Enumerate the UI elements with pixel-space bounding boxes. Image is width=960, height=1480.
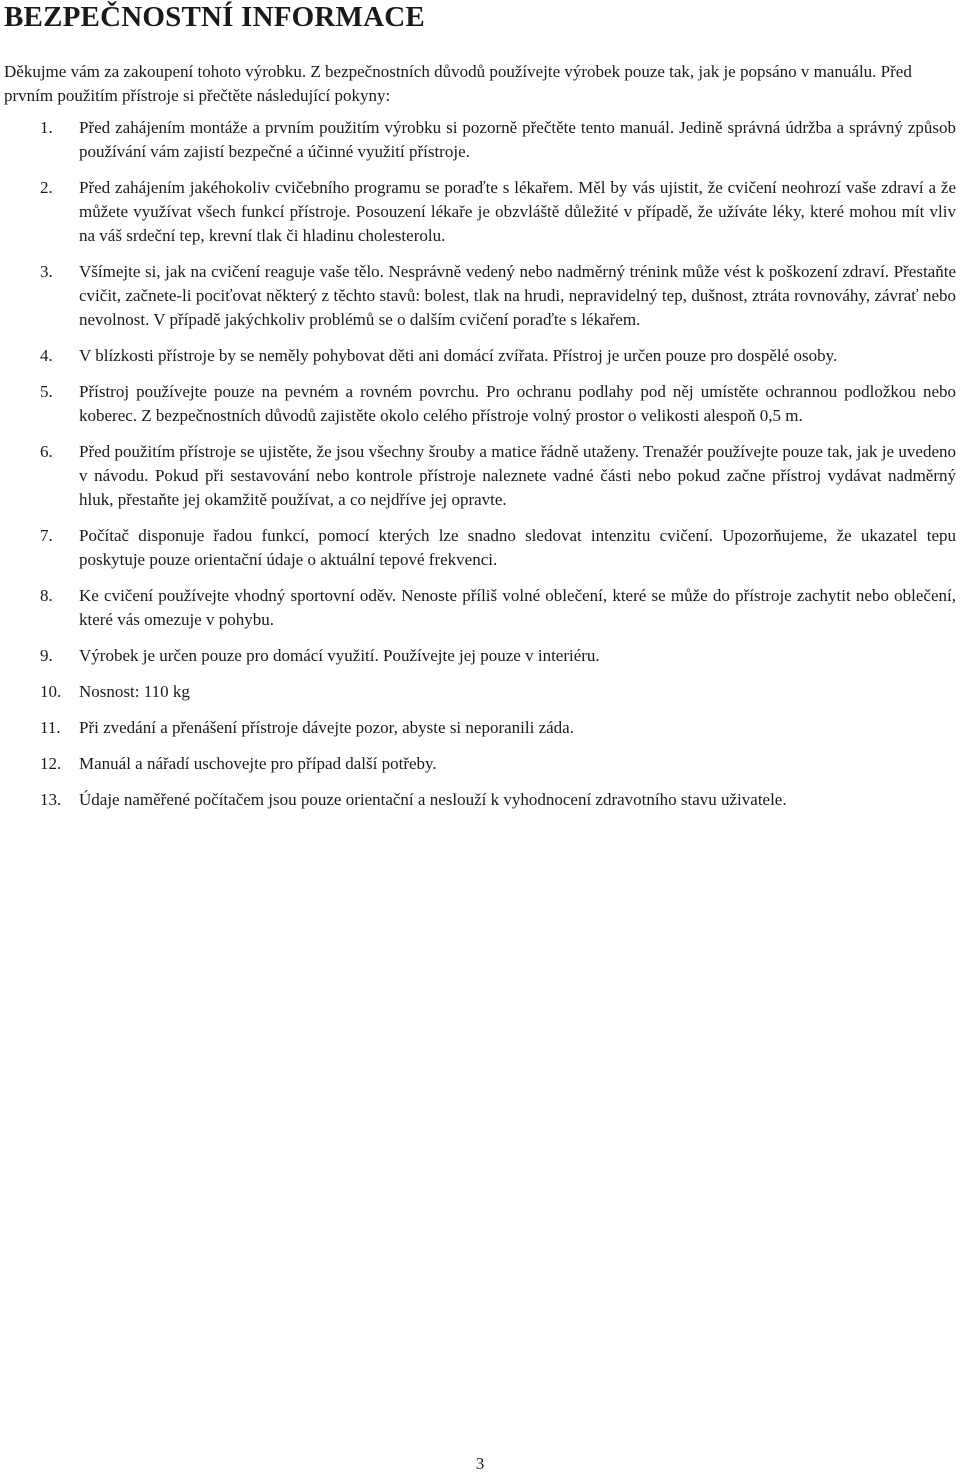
item-text: Údaje naměřené počítačem jsou pouze orientační a neslouží k vyhodnocení zdravotního stavu uživatele. <box>79 790 787 809</box>
page-title: BEZPEČNOSTNÍ INFORMACE <box>4 1 425 33</box>
item-number: 3. <box>40 262 53 281</box>
item-number: 8. <box>40 586 53 605</box>
list-item <box>0 524 960 572</box>
item-text: Před zahájením montáže a prvním použitím výrobku si pozorně přečtěte tento manuál. Jedině správná údržba a správný způsob používání vám zajistí bezpečné a účinné využití přístroje. <box>79 118 956 161</box>
list-item <box>0 260 960 332</box>
item-text: Výrobek je určen pouze pro domácí využití. Používejte jej pouze v interiéru. <box>79 646 600 665</box>
intro-paragraph: Děkujme vám za zakoupení tohoto výrobku. Z bezpečnostních důvodů používejte výrobek pouze tak, jak je popsáno v manuálu. Před prvním použitím přístroje si přečtěte následující pokyny: <box>4 62 912 105</box>
item-number: 4. <box>40 346 53 365</box>
item-number: 11. <box>40 718 61 737</box>
item-number: 13. <box>40 790 62 809</box>
list-item <box>0 380 960 428</box>
list-item <box>0 344 960 368</box>
item-text: Před zahájením jakéhokoliv cvičebního programu se poraďte s lékařem. Měl by vás ujistit, že cvičení neohrozí vaše zdraví a že můžete využívat všech funkcí přístroje. Posouzení lékaře je obzvláště důležité v případě, že užíváte léky, které mohou mít vliv na váš srdeční tep, krevní tlak či hladinu cholesterolu. <box>79 178 956 245</box>
item-text: Přístroj používejte pouze na pevném a rovném povrchu. Pro ochranu podlahy pod něj umístěte ochrannou podložkou nebo koberec. Z bezpečnostních důvodů zajistěte okolo celého přístroje volný prostor o velikosti alespoň 0,5 m. <box>79 382 956 425</box>
list-item <box>0 116 960 164</box>
list-item <box>0 716 960 740</box>
item-number: 7. <box>40 526 53 545</box>
item-text: Ke cvičení používejte vhodný sportovní oděv. Nenoste příliš volné oblečení, které se může do přístroje zachytit nebo oblečení, které vás omezuje v pohybu. <box>79 586 956 629</box>
item-number: 12. <box>40 754 62 773</box>
item-number: 9. <box>40 646 53 665</box>
page-number: 3 <box>475 1454 485 1473</box>
list-item <box>0 440 960 512</box>
item-text: Všímejte si, jak na cvičení reaguje vaše tělo. Nesprávně vedený nebo nadměrný trénink může vést k poškození zdraví. Přestaňte cvičit, začnete-li pociťovat některý z těchto stavů: bolest, tlak na hrudi, nepravidelný tep, dušnost, ztráta rovnováhy, závrať nebo nevolnost. V případě jakýchkoliv problémů se o dalším cvičení poraďte s lékařem. <box>79 262 956 329</box>
list-item <box>0 584 960 632</box>
item-number: 10. <box>40 682 62 701</box>
item-number: 2. <box>40 178 53 197</box>
item-text: Před použitím přístroje se ujistěte, že jsou všechny šrouby a matice řádně utaženy. Trenažér používejte pouze tak, jak je uvedeno v návodu. Pokud při sestavování nebo kontrole přístroje naleznete vadné části nebo pokud začne přístroj vydávat nadměrný hluk, přestaňte jej okamžitě používat, a co nejdříve jej opravte. <box>79 442 956 509</box>
list-item <box>0 788 960 812</box>
list-item <box>0 752 960 776</box>
item-text: V blízkosti přístroje by se neměly pohybovat děti ani domácí zvířata. Přístroj je určen pouze pro dospělé osoby. <box>79 346 838 365</box>
item-text: Manuál a nářadí uschovejte pro případ další potřeby. <box>79 754 437 773</box>
item-text: Nosnost: 110 kg <box>79 682 190 701</box>
item-number: 6. <box>40 442 53 461</box>
item-text: Při zvedání a přenášení přístroje dávejte pozor, abyste si neporanili záda. <box>79 718 574 737</box>
list-item <box>0 680 960 704</box>
item-number: 1. <box>40 118 53 137</box>
item-number: 5. <box>40 382 53 401</box>
list-item <box>0 644 960 668</box>
item-text: Počítač disponuje řadou funkcí, pomocí kterých lze snadno sledovat intenzitu cvičení. Upozorňujeme, že ukazatel tepu poskytuje pouze orientační údaje o aktuální tepové frekvenci. <box>79 526 956 569</box>
safety-instructions-list <box>0 116 960 824</box>
list-item <box>0 176 960 248</box>
